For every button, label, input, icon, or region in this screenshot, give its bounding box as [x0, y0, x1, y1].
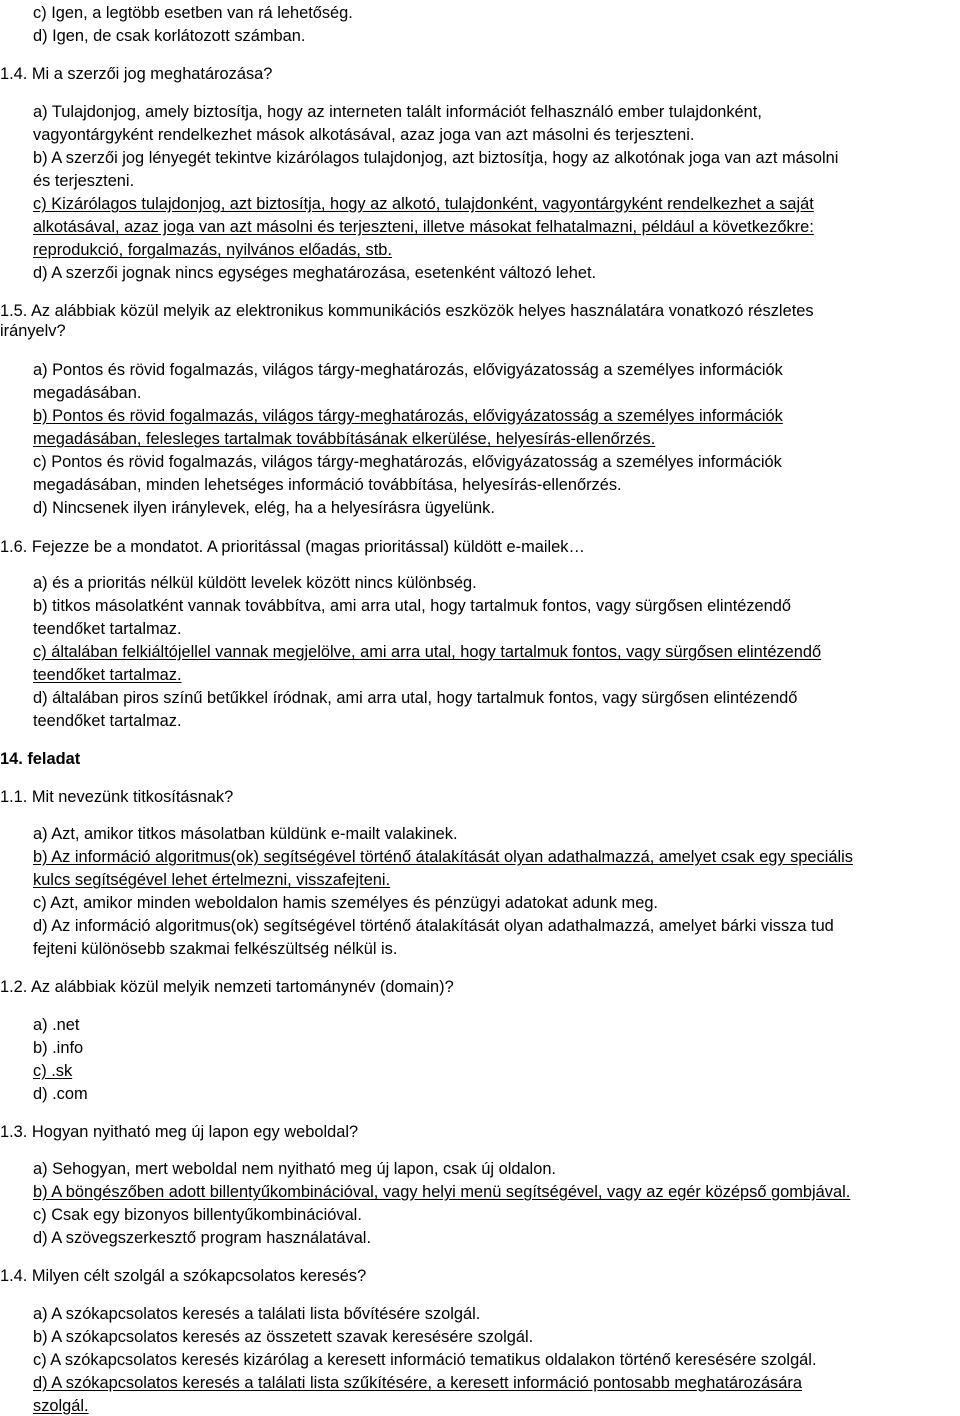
answer-line: a) A szókapcsolatos keresés a találati lista bővítésére szolgál. — [33, 1305, 481, 1323]
answer-line: megadásában, minden lehetséges információ továbbítása, helyesírás-ellenőrzés. — [33, 476, 622, 494]
answer-line: c) Azt, amikor minden weboldalon hamis személyes és pénzügyi adatokat adunk meg. — [33, 894, 658, 912]
correct-answer-line: b) A böngészőben adott billentyűkombinációval, vagy helyi menü segítségével, vagy az egér középső gombjával. — [33, 1183, 851, 1201]
question-heading: 1.6. Fejezze be a mondatot. A prioritással (magas prioritással) küldött e-mailek… — [0, 538, 585, 556]
correct-answer-line: alkotásával, azaz joga van azt másolni és terjeszteni, illetve másokat felhatalmazni, például a következőkre: — [33, 218, 814, 236]
answer-line: c) Igen, a legtöbb esetben van rá lehetőség. — [33, 4, 353, 22]
question-heading: 1.4. Mi a szerzői jog meghatározása? — [0, 65, 273, 83]
answer-line: a) .net — [33, 1016, 80, 1034]
answer-line: fejteni különösebb szakmai felkészültség nélkül is. — [33, 940, 398, 958]
correct-answer-line: c) általában felkiáltójellel vannak megjelölve, ami arra utal, hogy tartalmuk fontos, vagy sürgősen elintézendő — [33, 643, 822, 661]
question-heading: 1.2. Az alábbiak közül melyik nemzeti tartománynév (domain)? — [0, 978, 454, 996]
question-heading: 1.4. Milyen célt szolgál a szókapcsolatos keresés? — [0, 1267, 367, 1285]
answer-line: d) Az információ algoritmus(ok) segítségével történő átalakítását olyan adathalmazzá, amelyet bárki vissza tud — [33, 917, 834, 935]
answer-line: teendőket tartalmaz. — [33, 620, 182, 638]
answer-line: d) A szövegszerkesztő program használatával. — [33, 1229, 371, 1247]
answer-line: c) Csak egy bizonyos billentyűkombinációval. — [33, 1206, 362, 1224]
answer-line: d) Nincsenek ilyen iránylevek, elég, ha a helyesírásra ügyelünk. — [33, 499, 495, 517]
correct-answer-line: d) A szókapcsolatos keresés a találati lista szűkítésére, a keresett információ pontosabb meghatározására — [33, 1374, 802, 1392]
answer-line: a) Tulajdonjog, amely biztosítja, hogy az interneten talált információt felhasználó ember tulajdonként, — [33, 103, 762, 121]
section-heading: 14. feladat — [0, 750, 81, 768]
answer-line: d) A szerzői jognak nincs egységes meghatározása, esetenként változó lehet. — [33, 264, 597, 282]
correct-answer-line: szolgál. — [33, 1397, 89, 1415]
correct-answer-line: megadásában, felesleges tartalmak továbbításának elkerülése, helyesírás-ellenőrzés. — [33, 430, 656, 448]
answer-line: a) Sehogyan, mert weboldal nem nyitható meg új lapon, csak új oldalon. — [33, 1160, 556, 1178]
answer-line: a) és a prioritás nélkül küldött levelek között nincs különbség. — [33, 574, 477, 592]
answer-line: b) A szerzői jog lényegét tekintve kizárólagos tulajdonjog, azt biztosítja, hogy az alkotónak joga van azt másolni — [33, 149, 839, 167]
answer-line: c) Pontos és rövid fogalmazás, világos tárgy-meghatározás, elővigyázatosság a személyes információk — [33, 453, 782, 471]
answer-line: d) Igen, de csak korlátozott számban. — [33, 27, 306, 45]
answer-line: teendőket tartalmaz. — [33, 712, 182, 730]
correct-answer-line: c) Kizárólagos tulajdonjog, azt biztosítja, hogy az alkotó, tulajdonként, vagyontárgyként rendelkezhet a saját — [33, 195, 814, 213]
question-heading: 1.1. Mit nevezünk titkosításnak? — [0, 788, 234, 806]
correct-answer-line: teendőket tartalmaz. — [33, 666, 182, 684]
correct-answer-line: b) Pontos és rövid fogalmazás, világos tárgy-meghatározás, elővigyázatosság a személyes információk — [33, 407, 783, 425]
answer-line: b) A szókapcsolatos keresés az összetett szavak keresésére szolgál. — [33, 1328, 534, 1346]
question-heading: 1.5. Az alábbiak közül melyik az elektronikus kommunikációs eszközök helyes használatára vonatkozó részletes — [0, 302, 814, 320]
answer-line: d) .com — [33, 1085, 88, 1103]
question-heading: irányelv? — [0, 322, 66, 340]
answer-line: d) általában piros színű betűkkel íródnak, ami arra utal, hogy tartalmuk fontos, vagy sürgősen elintézendő — [33, 689, 798, 707]
answer-line: b) .info — [33, 1039, 84, 1057]
correct-answer-line: b) Az információ algoritmus(ok) segítségével történő átalakítását olyan adathalmazzá, amelyet csak egy speciális — [33, 848, 853, 866]
answer-line: és terjeszteni. — [33, 172, 135, 190]
answer-line: megadásában. — [33, 384, 142, 402]
answer-line: c) A szókapcsolatos keresés kizárólag a keresett információ tematikus oldalakon történő keresésére szolgál. — [33, 1351, 817, 1369]
answer-line: a) Pontos és rövid fogalmazás, világos tárgy-meghatározás, elővigyázatosság a személyes információk — [33, 361, 783, 379]
question-heading: 1.3. Hogyan nyitható meg új lapon egy weboldal? — [0, 1123, 359, 1141]
correct-answer-line: reprodukció, forgalmazás, nyilvános előadás, stb. — [33, 241, 392, 259]
answer-line: a) Azt, amikor titkos másolatban küldünk e-mailt valakinek. — [33, 825, 458, 843]
correct-answer-line: kulcs segítségével lehet értelmezni, visszafejteni. — [33, 871, 391, 889]
answer-line: b) titkos másolatként vannak továbbítva, ami arra utal, hogy tartalmuk fontos, vagy sürgősen elintézendő — [33, 597, 792, 615]
correct-answer-line: c) .sk — [33, 1062, 73, 1080]
answer-line: vagyontárgyként rendelkezhet mások alkotásával, azaz joga van azt másolni és terjeszteni. — [33, 126, 695, 144]
